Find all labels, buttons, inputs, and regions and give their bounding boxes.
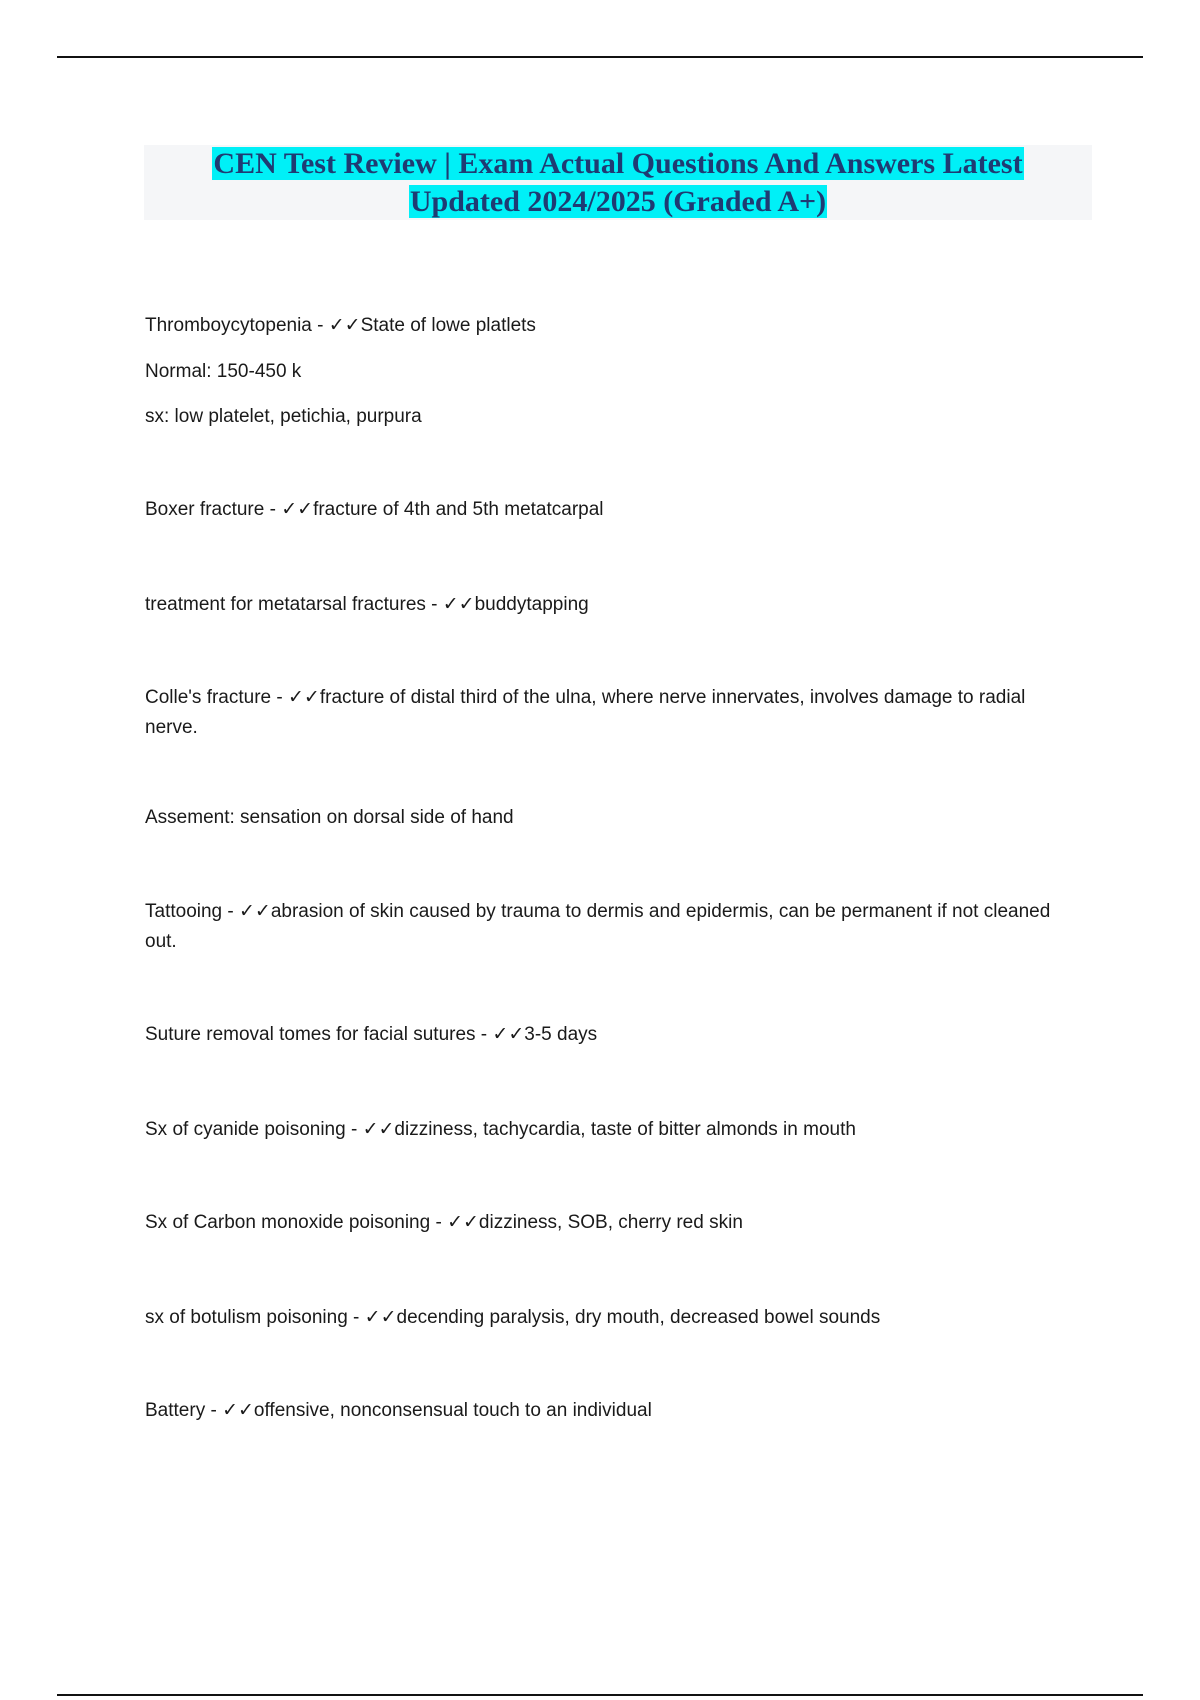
qa-note: sx: low platelet, petichia, purpura [145,406,422,427]
check-icon: ✓✓ [442,593,475,615]
qa-answer: abrasion of skin caused by trauma to dermis and epidermis, can be permanent if not cleaned out. [145,901,1051,952]
document-title [144,145,1092,220]
check-icon: ✓✓ [362,1118,395,1140]
qa-term: Suture removal tomes for facial sutures - [145,1024,493,1045]
qa-answer: offensive, nonconsensual touch to an individual [253,1400,652,1421]
qa-term: Colle's fracture - [145,687,289,708]
qa-answer: decending paralysis, dry mouth, decreased bowel sounds [396,1307,881,1328]
qa-item [145,494,1075,525]
qa-item [145,1395,1075,1426]
qa-note: Normal: 150-450 k [145,361,302,382]
footer-rule [57,1694,1143,1696]
qa-term: treatment for metatarsal fractures - [145,594,443,615]
check-icon: ✓✓ [364,1306,397,1328]
qa-answer: State of lowe platlets [360,315,536,336]
qa-term: Boxer fracture - [145,499,282,520]
qa-item [145,589,1075,620]
check-icon: ✓✓ [222,1399,254,1421]
header-rule [57,56,1143,58]
qa-item [145,310,1075,341]
qa-term: Sx of cyanide poisoning - [145,1119,363,1140]
qa-term: sx of botulism poisoning - [145,1307,365,1328]
qa-term: Tattooing - [145,901,239,922]
qa-item [145,1302,1075,1333]
qa-item [145,1114,1075,1145]
check-icon: ✓✓ [492,1023,525,1045]
title-line-1: CEN Test Review | Exam Actual Questions And Answers Latest [213,147,1023,180]
qa-answer: dizziness, SOB, cherry red skin [478,1212,743,1233]
check-icon: ✓✓ [288,686,320,708]
qa-answer: fracture of 4th and 5th metatcarpal [313,499,604,520]
check-icon: ✓✓ [447,1211,479,1233]
qa-answer: buddytapping [474,594,589,615]
title-line-2: Updated 2024/2025 (Graded A+) [409,185,827,218]
qa-term: Battery - [145,1400,223,1421]
qa-term: Sx of Carbon monoxide poisoning - [145,1212,448,1233]
qa-item [145,896,1075,957]
check-icon: ✓✓ [239,900,271,922]
qa-answer: fracture of distal third of the ulna, where nerve innervates, involves damage to radial nerve. [145,687,1026,738]
qa-term: Thromboycytopenia - [145,315,329,336]
qa-item [145,1019,1075,1050]
qa-answer: dizziness, tachycardia, taste of bitter almonds in mouth [394,1119,856,1140]
check-icon: ✓✓ [281,498,314,520]
qa-note: Assement: sensation on dorsal side of hand [145,807,514,828]
qa-item [145,1207,1075,1238]
qa-answer: 3-5 days [524,1024,598,1045]
check-icon: ✓✓ [328,314,361,336]
qa-item [145,682,1075,743]
